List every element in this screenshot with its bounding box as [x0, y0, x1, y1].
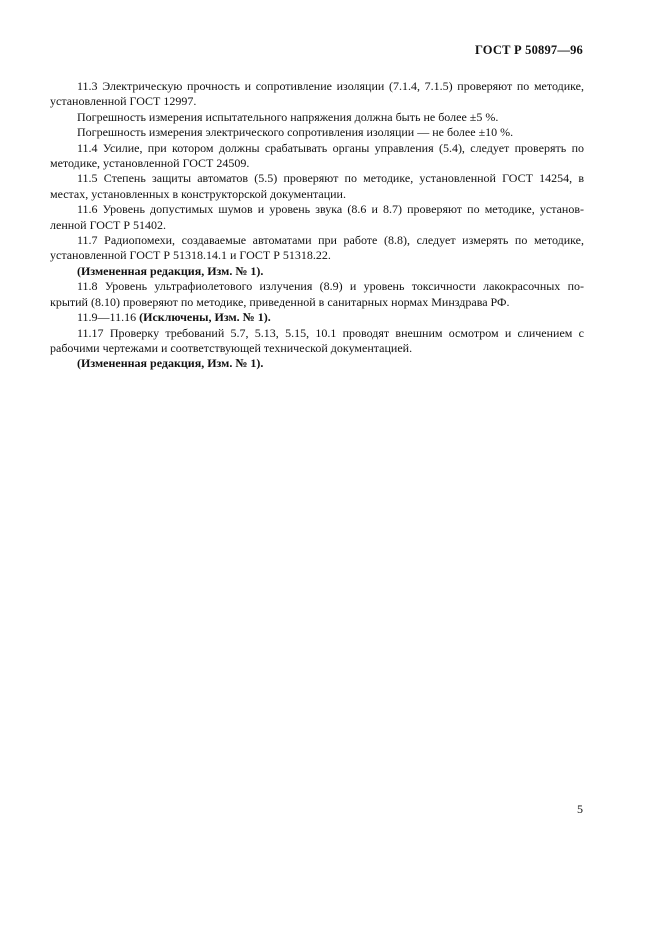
paragraph-line: крытий (8.10) проверяют по методике, приведенной в санитарных нормах Минздрава РФ.: [50, 294, 510, 309]
paragraph-11-9-11-16: [77, 310, 584, 325]
paragraph-11-6: [50, 202, 584, 233]
paragraph-line: ленной ГОСТ Р 51402.: [50, 217, 167, 232]
paragraph-line: 11.8 Уровень ультрафиолетового излучения (8.9) и уровень токсичности лакокрасочных по-: [77, 279, 584, 294]
page-number: 5: [577, 802, 583, 816]
paragraph-11-5: [50, 171, 584, 202]
excluded-note: (Исключены, Изм. № 1).: [139, 310, 271, 325]
paragraph-11-4: [50, 140, 584, 172]
paragraph-11-3: [50, 79, 584, 110]
paragraph-line: местах, установленных в конструкторской документации.: [50, 186, 346, 201]
amendment-note: [77, 356, 584, 371]
paragraph-11-17: [50, 325, 584, 357]
paragraph-line: методике, установленной ГОСТ 24509.: [50, 156, 250, 171]
paragraph-11-7: [50, 233, 584, 264]
paragraph-line: 11.5 Степень защиты автоматов (5.5) проверяют по методике, установленной ГОСТ 14254, в: [77, 171, 584, 186]
paragraph-11-8: [50, 279, 584, 310]
paragraph-line: 11.6 Уровень допустимых шумов и уровень звука (8.6 и 8.7) проверяют по методике, установ-: [77, 202, 584, 217]
amendment-note: [77, 264, 584, 279]
paragraph-line: 11.7 Радиопомехи, создаваемые автоматами при работе (8.8), следует измерять по методике,: [77, 233, 584, 248]
paragraph-line: 11.3 Электрическую прочность и сопротивление изоляции (7.1.4, 7.1.5) проверяют по методике,: [77, 79, 584, 93]
paragraph-line: 11.17 Проверку требований 5.7, 5.13, 5.15, 10.1 проводят внешним осмотром и сличением с: [77, 325, 584, 340]
paragraph-line: Погрешность измерения испытательного напряжения должна быть не более ±5 %.: [77, 109, 499, 124]
document-body: [50, 79, 584, 372]
paragraph-line: (Измененная редакция, Изм. № 1).: [77, 263, 264, 278]
paragraph-resistance-error: [77, 125, 584, 140]
paragraph-line: (Измененная редакция, Изм. № 1).: [77, 356, 264, 371]
paragraph-line: [77, 310, 584, 325]
paragraph-line: рабочими чертежами и соответствующей технической документацией.: [50, 340, 413, 355]
document-code-header: ГОСТ Р 50897—96: [474, 43, 583, 57]
paragraph-line: Погрешность измерения электрического сопротивления изоляции — не более ±10 %.: [77, 125, 514, 140]
paragraph-line: установленной ГОСТ Р 51318.14.1 и ГОСТ Р 51318.22.: [50, 248, 331, 263]
paragraph-line: установленной ГОСТ 12997.: [50, 94, 197, 109]
paragraph-line: 11.4 Усилие, при котором должны срабатывать органы управления (5.4), следует проверять по: [77, 140, 584, 155]
paragraph-voltage-error: [77, 110, 584, 125]
clause-range: 11.9—11.16: [77, 310, 140, 325]
